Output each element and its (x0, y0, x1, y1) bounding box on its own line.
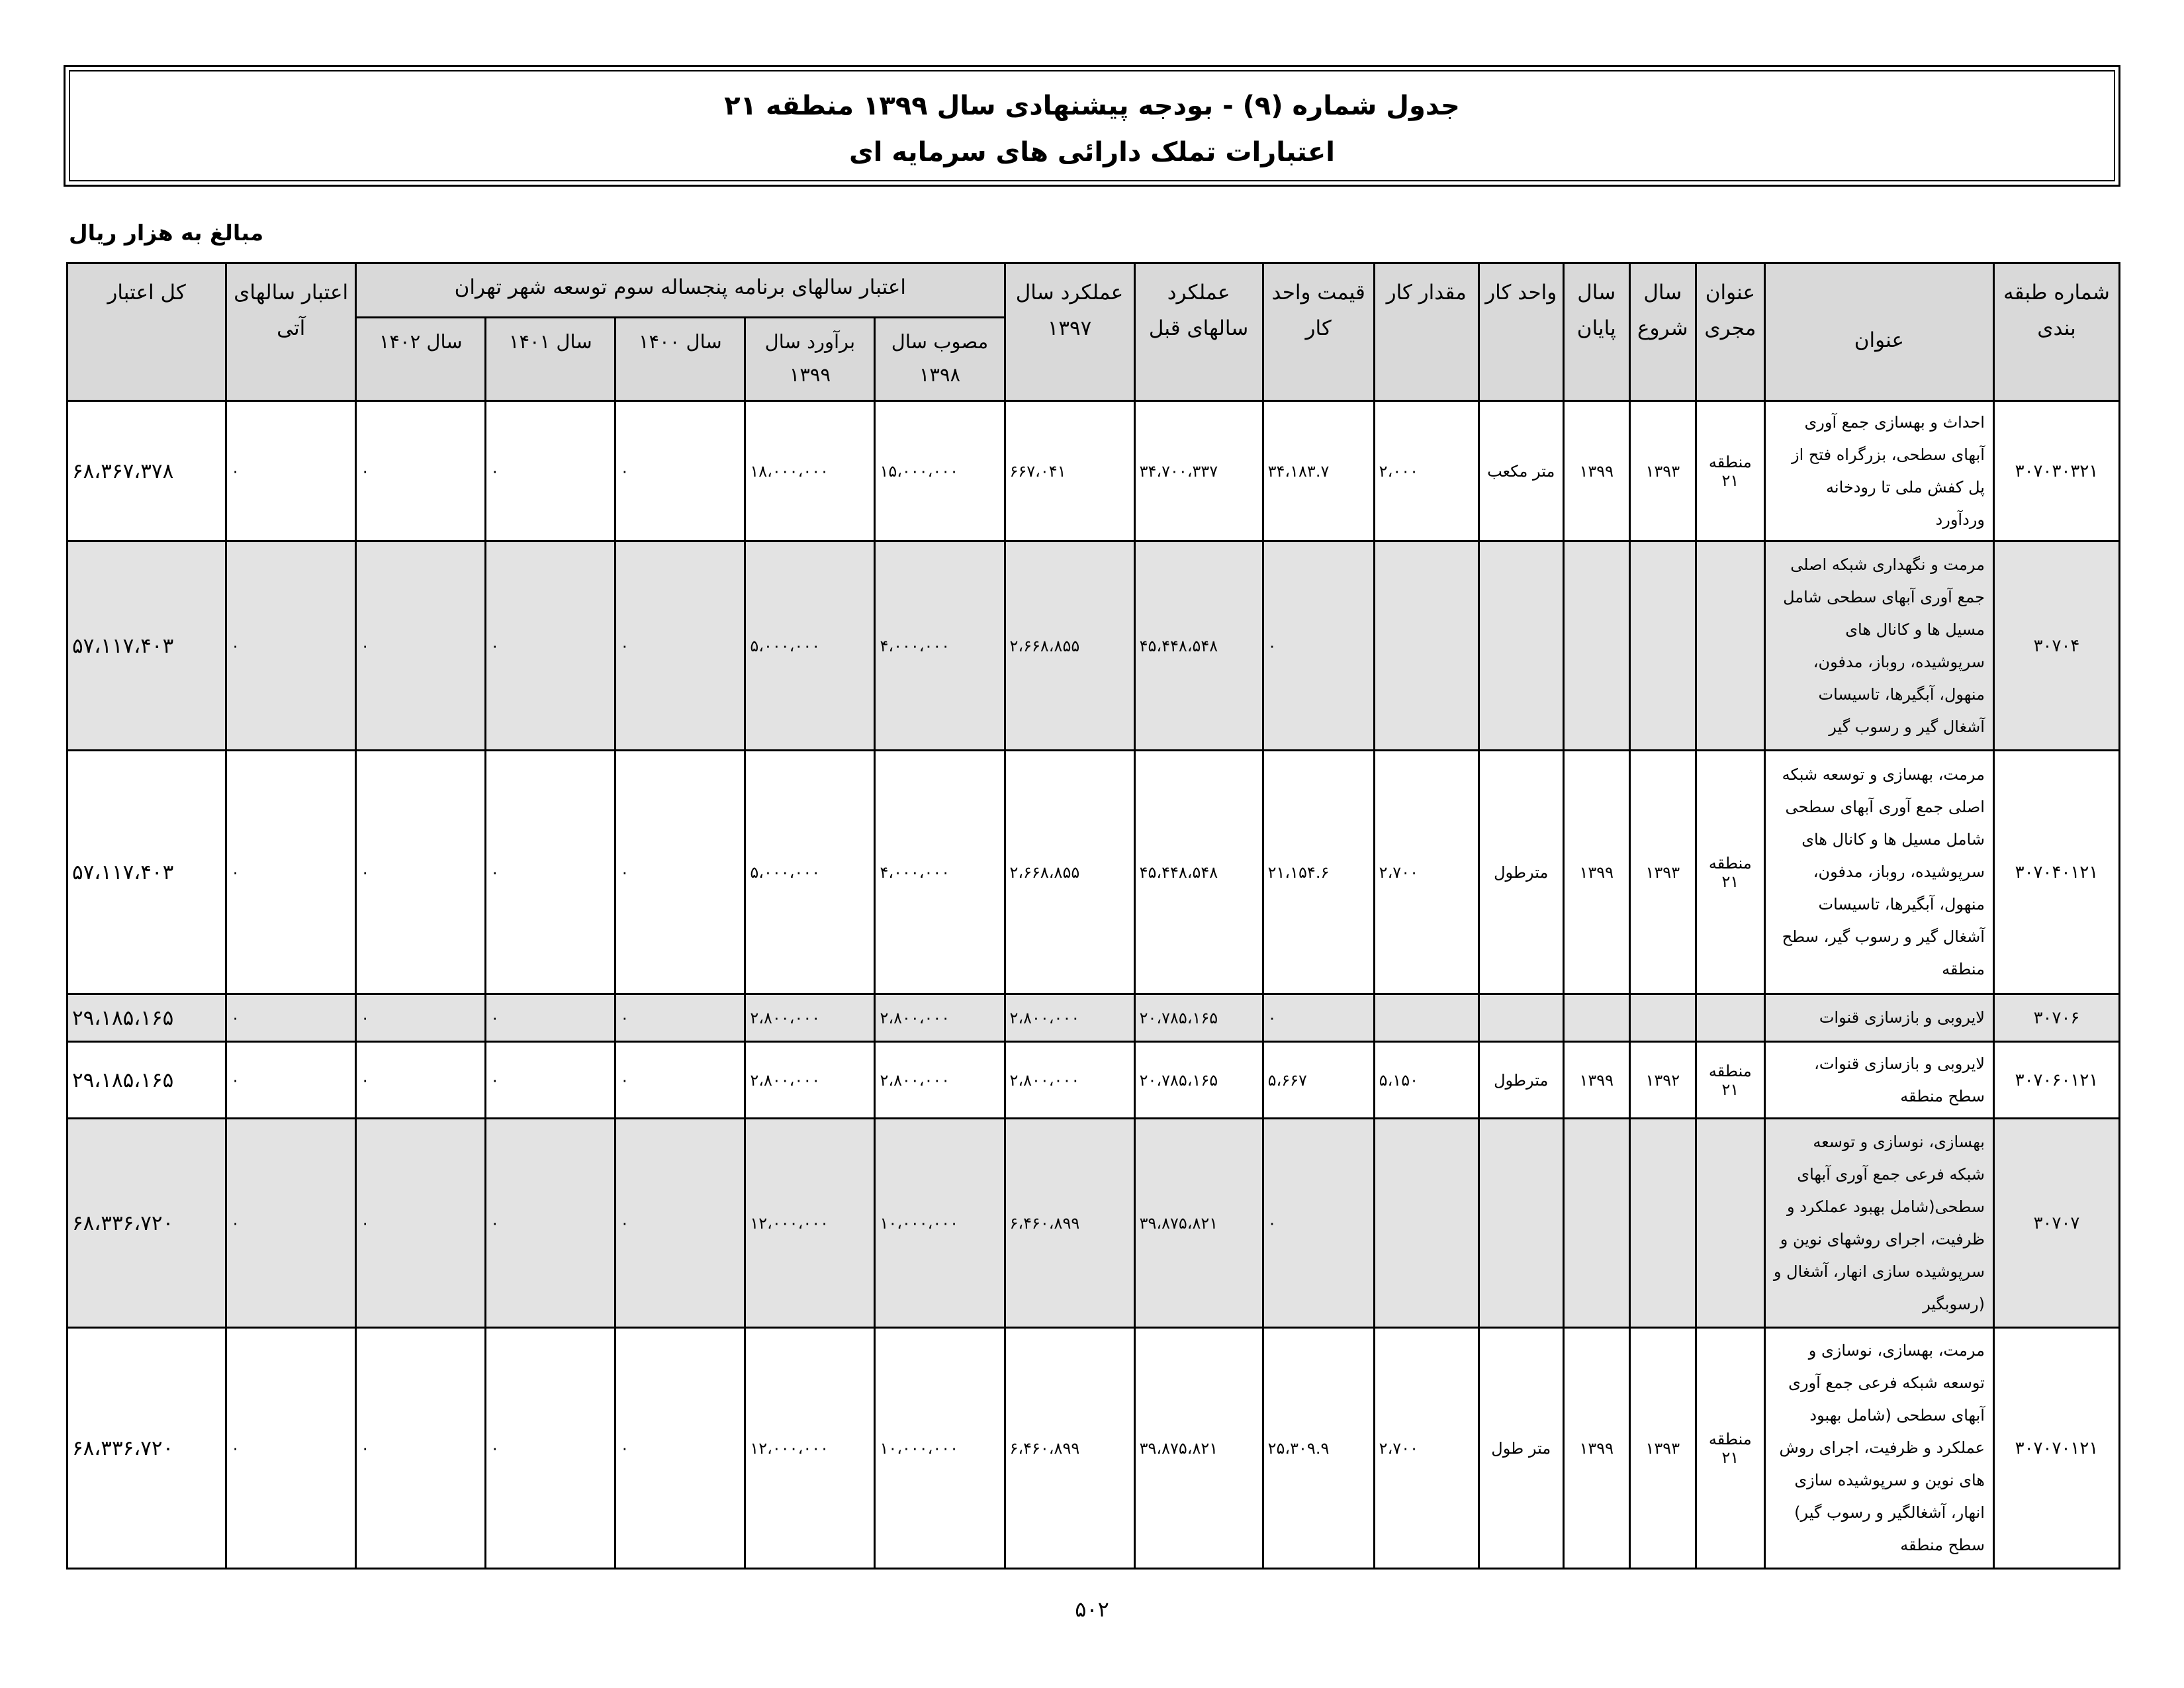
cell-future-credit: ۰ (226, 1119, 356, 1328)
cell-year-1402: ۰ (356, 1119, 486, 1328)
cell-work-amount: ۲،۷۰۰ (1374, 1328, 1479, 1569)
header-total-credit: کل اعتبار (68, 263, 226, 401)
cell-total-credit: ۵۷،۱۱۷،۴۰۳ (68, 541, 226, 751)
cell-code: ۳۰۷۰۴ (1993, 541, 2119, 751)
header-executor: عنوان مجری (1696, 263, 1764, 401)
cell-year-1402: ۰ (356, 994, 486, 1042)
cell-title: احداث و بهسازی جمع آوری آبهای سطحی، بزرگراه فتح از پل کفش ملی تا رودخانه وردآورد (1764, 401, 1993, 541)
cell-future-credit: ۰ (226, 751, 356, 994)
cell-year-1400: ۰ (615, 1328, 745, 1569)
table-row (68, 751, 2120, 994)
cell-start-year: ۱۳۹۳ (1629, 401, 1696, 541)
cell-estimate-1399: ۱۸،۰۰۰،۰۰۰ (745, 401, 875, 541)
table-subtitle: اعتبارات تملک دارائی های سرمایه ای (849, 137, 1335, 167)
cell-start-year (1629, 541, 1696, 751)
cell-year-1400: ۰ (615, 541, 745, 751)
cell-year-1400: ۰ (615, 1042, 745, 1119)
cell-executor: منطقه ۲۱ (1696, 1042, 1764, 1119)
cell-total-credit: ۲۹،۱۸۵،۱۶۵ (68, 994, 226, 1042)
table-row (68, 1119, 2120, 1328)
cell-estimate-1399: ۵،۰۰۰،۰۰۰ (745, 751, 875, 994)
cell-start-year (1629, 1119, 1696, 1328)
page-number: ۵۰۲ (1075, 1597, 1109, 1622)
cell-unit-price: ۲۱،۱۵۴.۶ (1263, 751, 1374, 994)
cell-prev-performance: ۳۹،۸۷۵،۸۲۱ (1134, 1119, 1263, 1328)
cell-executor: منطقه ۲۱ (1696, 751, 1764, 994)
cell-work-unit: متر مکعب (1479, 401, 1563, 541)
cell-year-1401: ۰ (486, 541, 615, 751)
cell-start-year: ۱۳۹۳ (1629, 1328, 1696, 1569)
header-start-year: سال شروع (1629, 263, 1696, 401)
cell-unit-price: ۳۴،۱۸۳.۷ (1263, 401, 1374, 541)
cell-work-unit (1479, 994, 1563, 1042)
cell-year-1402: ۰ (356, 1328, 486, 1569)
header-work-amount: مقدار کار (1374, 263, 1479, 401)
cell-end-year (1563, 994, 1629, 1042)
cell-performance-1397: ۶،۴۶۰،۸۹۹ (1005, 1119, 1134, 1328)
cell-year-1400: ۰ (615, 751, 745, 994)
table-row (68, 541, 2120, 751)
header-work-unit: واحد کار (1479, 263, 1563, 401)
cell-estimate-1399: ۱۲،۰۰۰،۰۰۰ (745, 1119, 875, 1328)
cell-work-unit (1479, 1119, 1563, 1328)
cell-year-1402: ۰ (356, 1042, 486, 1119)
cell-future-credit: ۰ (226, 541, 356, 751)
cell-start-year: ۱۳۹۳ (1629, 751, 1696, 994)
header-prev-performance: عملکرد سالهای قبل (1134, 263, 1263, 401)
cell-work-amount: ۵،۱۵۰ (1374, 1042, 1479, 1119)
cell-title: بهسازی، نوسازی و توسعه شبکه فرعی جمع آوری آبهای سطحی(شامل بهبود عملکرد و ظرفیت، اجرای روشهای نوین و سرپوشیده سازی انهار، آشغال و (رسوبگیر (1764, 1119, 1993, 1328)
cell-end-year (1563, 1119, 1629, 1328)
cell-future-credit: ۰ (226, 1328, 356, 1569)
header-year-1400: سال ۱۴۰۰ (615, 318, 745, 401)
cell-total-credit: ۶۸،۳۶۷،۳۷۸ (68, 401, 226, 541)
cell-year-1402: ۰ (356, 751, 486, 994)
cell-year-1401: ۰ (486, 994, 615, 1042)
cell-year-1400: ۰ (615, 401, 745, 541)
cell-end-year: ۱۳۹۹ (1563, 401, 1629, 541)
cell-total-credit: ۶۸،۳۳۶،۷۲۰ (68, 1328, 226, 1569)
cell-prev-performance: ۴۵،۴۴۸،۵۴۸ (1134, 751, 1263, 994)
cell-future-credit: ۰ (226, 401, 356, 541)
cell-approved-1398: ۱۰،۰۰۰،۰۰۰ (875, 1328, 1005, 1569)
cell-performance-1397: ۲،۶۶۸،۸۵۵ (1005, 751, 1134, 994)
cell-end-year: ۱۳۹۹ (1563, 1328, 1629, 1569)
cell-year-1400: ۰ (615, 994, 745, 1042)
cell-unit-price: ۰ (1263, 541, 1374, 751)
cell-executor (1696, 994, 1764, 1042)
cell-year-1402: ۰ (356, 401, 486, 541)
cell-title: لایروبی و بازسازی قنوات (1764, 994, 1993, 1042)
cell-code: ۳۰۷۰۴۰۱۲۱ (1993, 751, 2119, 994)
header-year-1402: سال ۱۴۰۲ (356, 318, 486, 401)
cell-performance-1397: ۲،۸۰۰،۰۰۰ (1005, 994, 1134, 1042)
cell-start-year: ۱۳۹۲ (1629, 1042, 1696, 1119)
cell-approved-1398: ۱۵،۰۰۰،۰۰۰ (875, 401, 1005, 541)
cell-code: ۳۰۷۰۷۰۱۲۱ (1993, 1328, 2119, 1569)
cell-year-1401: ۰ (486, 1042, 615, 1119)
cell-year-1400: ۰ (615, 1119, 745, 1328)
cell-total-credit: ۶۸،۳۳۶،۷۲۰ (68, 1119, 226, 1328)
cell-unit-price: ۰ (1263, 994, 1374, 1042)
cell-unit-price: ۲۵،۳۰۹.۹ (1263, 1328, 1374, 1569)
header-performance-1397: عملکرد سال ۱۳۹۷ (1005, 263, 1134, 401)
header-estimate-1399: برآورد سال ۱۳۹۹ (745, 318, 875, 401)
header-end-year: سال پایان (1563, 263, 1629, 401)
cell-estimate-1399: ۱۲،۰۰۰،۰۰۰ (745, 1328, 875, 1569)
cell-work-unit: مترطول (1479, 1042, 1563, 1119)
cell-performance-1397: ۶،۴۶۰،۸۹۹ (1005, 1328, 1134, 1569)
table-row (68, 1042, 2120, 1119)
cell-future-credit: ۰ (226, 994, 356, 1042)
cell-end-year: ۱۳۹۹ (1563, 751, 1629, 994)
cell-work-amount (1374, 994, 1479, 1042)
cell-work-amount (1374, 541, 1479, 751)
cell-prev-performance: ۲۰،۷۸۵،۱۶۵ (1134, 1042, 1263, 1119)
header-year-1401: سال ۱۴۰۱ (486, 318, 615, 401)
cell-approved-1398: ۲،۸۰۰،۰۰۰ (875, 994, 1005, 1042)
cell-unit-price: ۵،۶۶۷ (1263, 1042, 1374, 1119)
cell-approved-1398: ۴،۰۰۰،۰۰۰ (875, 751, 1005, 994)
cell-work-amount: ۲،۰۰۰ (1374, 401, 1479, 541)
cell-total-credit: ۲۹،۱۸۵،۱۶۵ (68, 1042, 226, 1119)
cell-year-1402: ۰ (356, 541, 486, 751)
table-title: جدول شماره (۹) - بودجه پیشنهادی سال ۱۳۹۹ منطقه ۲۱ (724, 91, 1460, 121)
cell-prev-performance: ۳۹،۸۷۵،۸۲۱ (1134, 1328, 1263, 1569)
cell-end-year (1563, 541, 1629, 751)
currency-unit-note: مبالغ به هزار ریال (69, 220, 264, 246)
table-title-box (64, 65, 2120, 187)
cell-prev-performance: ۳۴،۷۰۰،۳۳۷ (1134, 401, 1263, 541)
header-approved-1398: مصوب سال ۱۳۹۸ (875, 318, 1005, 401)
header-future-credit: اعتبار سالهای آتی (226, 263, 356, 401)
cell-work-unit (1479, 541, 1563, 751)
cell-year-1401: ۰ (486, 401, 615, 541)
cell-unit-price: ۰ (1263, 1119, 1374, 1328)
cell-approved-1398: ۴،۰۰۰،۰۰۰ (875, 541, 1005, 751)
cell-prev-performance: ۲۰،۷۸۵،۱۶۵ (1134, 994, 1263, 1042)
header-title: عنوان (1764, 263, 1993, 401)
cell-start-year (1629, 994, 1696, 1042)
cell-end-year: ۱۳۹۹ (1563, 1042, 1629, 1119)
cell-approved-1398: ۱۰،۰۰۰،۰۰۰ (875, 1119, 1005, 1328)
cell-estimate-1399: ۲،۸۰۰،۰۰۰ (745, 994, 875, 1042)
budget-table (66, 262, 2120, 1570)
cell-year-1401: ۰ (486, 751, 615, 994)
cell-prev-performance: ۴۵،۴۴۸،۵۴۸ (1134, 541, 1263, 751)
cell-performance-1397: ۲،۸۰۰،۰۰۰ (1005, 1042, 1134, 1119)
cell-executor (1696, 1119, 1764, 1328)
cell-executor (1696, 541, 1764, 751)
cell-work-unit: متر طول (1479, 1328, 1563, 1569)
cell-year-1401: ۰ (486, 1119, 615, 1328)
cell-future-credit: ۰ (226, 1042, 356, 1119)
cell-code: ۳۰۷۰۳۰۳۲۱ (1993, 401, 2119, 541)
header-five-year-plan: اعتبار سالهای برنامه پنجساله سوم توسعه شهر تهران (356, 263, 1005, 318)
table-row (68, 401, 2120, 541)
cell-year-1401: ۰ (486, 1328, 615, 1569)
table-row (68, 994, 2120, 1042)
header-code: شماره طبقه بندی (1993, 263, 2119, 401)
cell-estimate-1399: ۵،۰۰۰،۰۰۰ (745, 541, 875, 751)
cell-title: لایروبی و بازسازی قنوات، سطح منطقه (1764, 1042, 1993, 1119)
header-unit-price: قیمت واحد کار (1263, 263, 1374, 401)
cell-executor: منطقه ۲۱ (1696, 1328, 1764, 1569)
cell-total-credit: ۵۷،۱۱۷،۴۰۳ (68, 751, 226, 994)
cell-code: ۳۰۷۰۶ (1993, 994, 2119, 1042)
cell-work-unit: مترطول (1479, 751, 1563, 994)
cell-approved-1398: ۲،۸۰۰،۰۰۰ (875, 1042, 1005, 1119)
cell-performance-1397: ۲،۶۶۸،۸۵۵ (1005, 541, 1134, 751)
cell-title: مرمت، بهسازی و توسعه شبکه اصلی جمع آوری آبهای سطحی شامل مسیل ها و کانال های سرپوشیده، روباز، مدفون، منهول، آبگیرها، تاسیسات آشغال گیر و رسوب گیر، سطح منطقه (1764, 751, 1993, 994)
cell-code: ۳۰۷۰۷ (1993, 1119, 2119, 1328)
cell-title: مرمت و نگهداری شبکه اصلی جمع آوری آبهای سطحی شامل مسیل ها و کانال های سرپوشیده، روباز، مدفون، منهول، آبگیرها، تاسیسات آشغال گیر و رسوب گیر (1764, 541, 1993, 751)
cell-estimate-1399: ۲،۸۰۰،۰۰۰ (745, 1042, 875, 1119)
cell-work-amount (1374, 1119, 1479, 1328)
cell-executor: منطقه ۲۱ (1696, 401, 1764, 541)
cell-work-amount: ۲،۷۰۰ (1374, 751, 1479, 994)
cell-title: مرمت، بهسازی، نوسازی و توسعه شبکه فرعی جمع آوری آبهای سطحی (شامل بهبود عملکرد و ظرفیت، اجرای روش های نوین و سرپوشیده سازی انهار، آشغالگیر و رسوب گیر) سطح منطقه (1764, 1328, 1993, 1569)
cell-performance-1397: ۶۶۷،۰۴۱ (1005, 401, 1134, 541)
table-row (68, 1328, 2120, 1569)
cell-code: ۳۰۷۰۶۰۱۲۱ (1993, 1042, 2119, 1119)
